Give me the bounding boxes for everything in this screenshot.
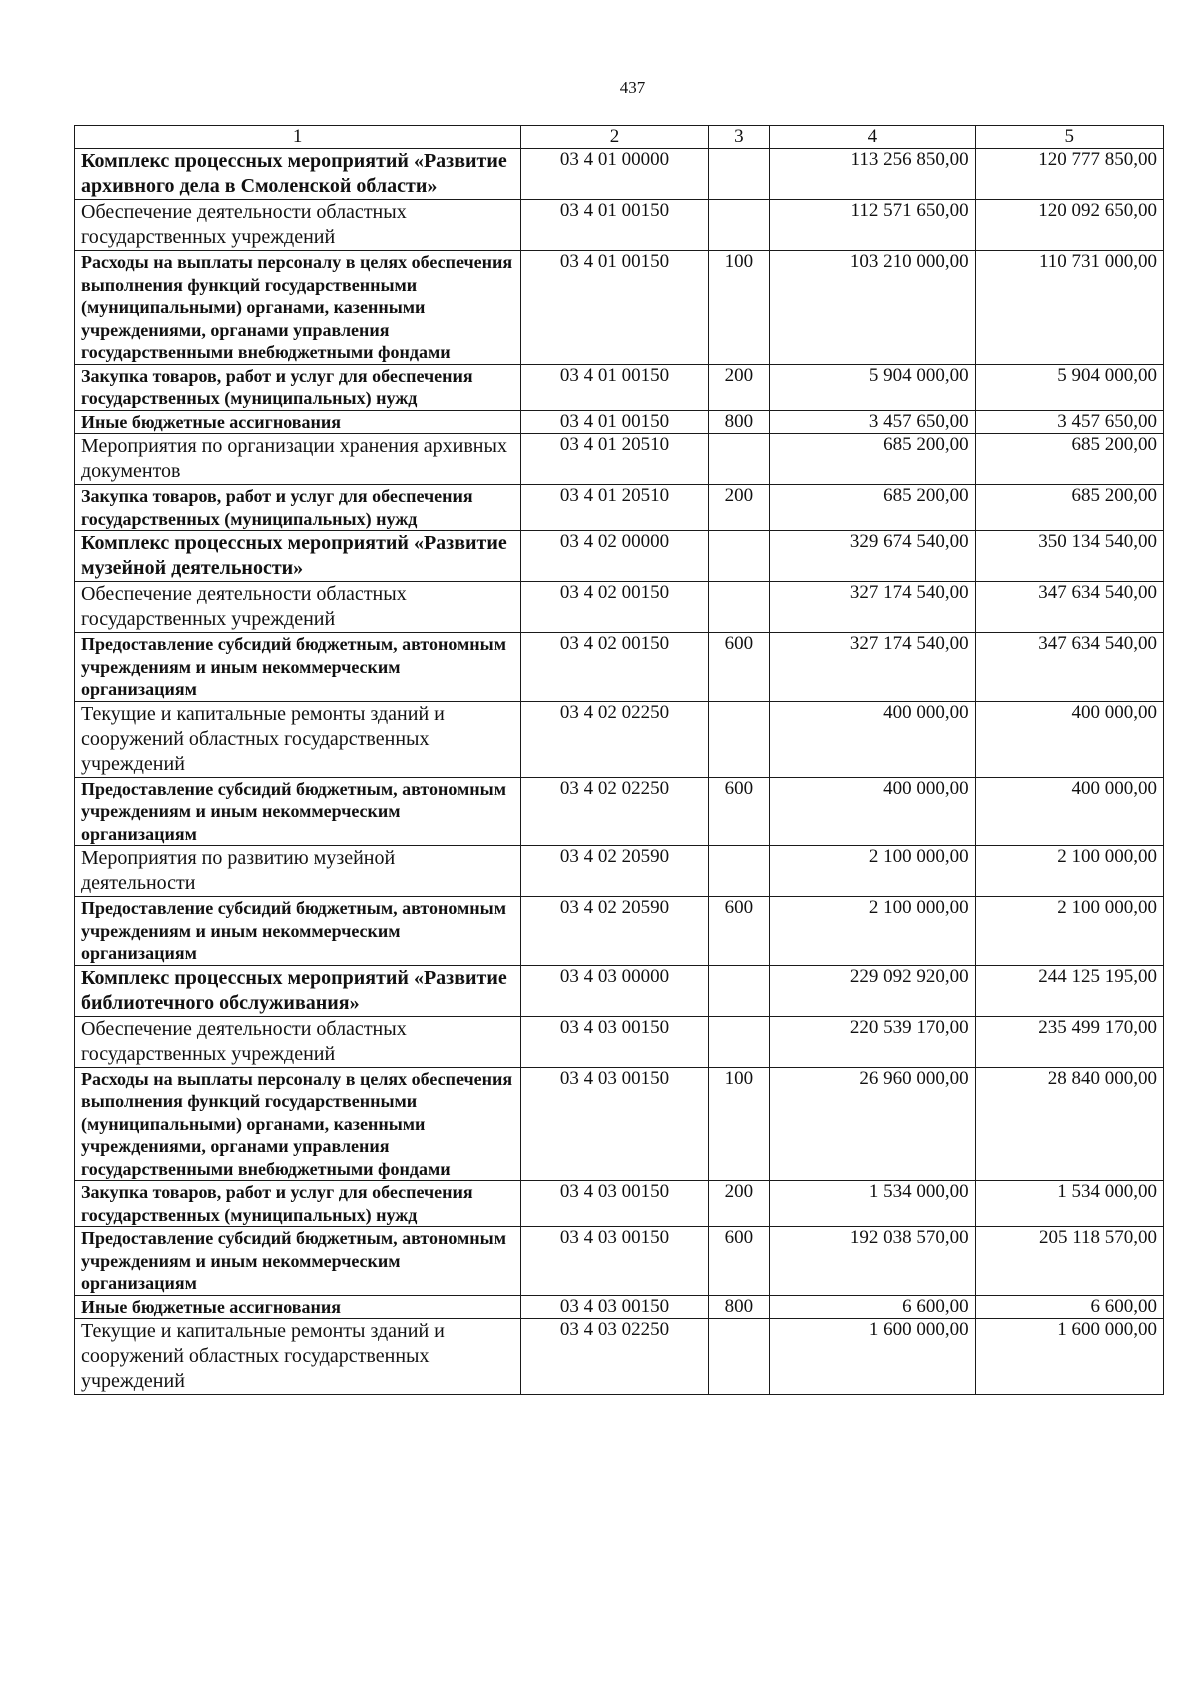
target-code-cell: 03 4 01 00000 [521,149,708,200]
expense-name-cell: Комплекс процессных мероприятий «Развитие библиотечного обслуживания» [75,965,521,1016]
target-code-cell: 03 4 02 20590 [521,897,708,966]
amount-year-1-cell: 685 200,00 [770,434,976,485]
page-number: 437 [619,78,646,97]
amount-year-2-cell: 350 134 540,00 [975,531,1163,582]
amount-year-2-cell: 347 634 540,00 [975,633,1163,702]
amount-year-1-cell: 400 000,00 [770,777,976,846]
expense-type-cell: 200 [708,1181,769,1227]
table-row [75,149,1164,200]
expense-type-cell [708,701,769,777]
table-row [75,1016,1164,1067]
target-code-cell: 03 4 01 20510 [521,485,708,531]
table-row [75,410,1164,434]
table-row [75,531,1164,582]
amount-year-2-cell: 685 200,00 [975,485,1163,531]
table-row [75,1227,1164,1296]
table-row [75,1319,1164,1395]
expense-name-cell: Мероприятия по развитию музейной деятельности [75,846,521,897]
amount-year-1-cell: 327 174 540,00 [770,582,976,633]
expense-name-cell: Текущие и капитальные ремонты зданий и сооружений областных государственных учреждений [75,701,521,777]
expense-name-cell: Закупка товаров, работ и услуг для обеспечения государственных (муниципальных) нужд [75,364,521,410]
amount-year-2-cell: 3 457 650,00 [975,410,1163,434]
table-row [75,633,1164,702]
budget-table [74,125,1164,1395]
expense-type-cell [708,149,769,200]
column-header-3: 3 [708,126,769,149]
expense-name-cell: Предоставление субсидий бюджетным, автономным учреждениям и иным некоммерческим организациям [75,777,521,846]
target-code-cell: 03 4 03 00000 [521,965,708,1016]
target-code-cell: 03 4 03 00150 [521,1016,708,1067]
expense-type-cell [708,965,769,1016]
target-code-cell: 03 4 01 00150 [521,200,708,251]
target-code-cell: 03 4 02 00150 [521,633,708,702]
target-code-cell: 03 4 03 00150 [521,1227,708,1296]
expense-name-cell: Предоставление субсидий бюджетным, автономным учреждениям и иным некоммерческим организациям [75,897,521,966]
amount-year-1-cell: 1 600 000,00 [770,1319,976,1395]
amount-year-2-cell: 235 499 170,00 [975,1016,1163,1067]
table-row [75,251,1164,365]
amount-year-1-cell: 3 457 650,00 [770,410,976,434]
table-row [75,434,1164,485]
expense-name-cell: Мероприятия по организации хранения архивных документов [75,434,521,485]
amount-year-2-cell: 2 100 000,00 [975,846,1163,897]
expense-name-cell: Комплекс процессных мероприятий «Развитие архивного дела в Смоленской области» [75,149,521,200]
amount-year-1-cell: 2 100 000,00 [770,897,976,966]
expense-type-cell: 200 [708,364,769,410]
amount-year-2-cell: 244 125 195,00 [975,965,1163,1016]
amount-year-2-cell: 5 904 000,00 [975,364,1163,410]
expense-type-cell: 200 [708,485,769,531]
target-code-cell: 03 4 03 00150 [521,1181,708,1227]
target-code-cell: 03 4 03 02250 [521,1319,708,1395]
table-row [75,701,1164,777]
table-row [75,846,1164,897]
amount-year-2-cell: 400 000,00 [975,701,1163,777]
amount-year-2-cell: 205 118 570,00 [975,1227,1163,1296]
column-header-5: 5 [975,126,1163,149]
amount-year-1-cell: 327 174 540,00 [770,633,976,702]
column-header-1: 1 [75,126,521,149]
column-header-4: 4 [770,126,976,149]
target-code-cell: 03 4 02 02250 [521,701,708,777]
expense-name-cell: Иные бюджетные ассигнования [75,1295,521,1319]
table-row [75,1181,1164,1227]
amount-year-2-cell: 110 731 000,00 [975,251,1163,365]
target-code-cell: 03 4 02 00150 [521,582,708,633]
target-code-cell: 03 4 01 00150 [521,364,708,410]
expense-type-cell: 600 [708,1227,769,1296]
expense-type-cell: 800 [708,1295,769,1319]
target-code-cell: 03 4 02 00000 [521,531,708,582]
expense-type-cell [708,434,769,485]
expense-type-cell [708,582,769,633]
expense-type-cell: 100 [708,1067,769,1181]
amount-year-1-cell: 400 000,00 [770,701,976,777]
target-code-cell: 03 4 03 00150 [521,1295,708,1319]
expense-name-cell: Предоставление субсидий бюджетным, автономным учреждениям и иным некоммерческим организациям [75,1227,521,1296]
expense-name-cell: Предоставление субсидий бюджетным, автономным учреждениям и иным некоммерческим организациям [75,633,521,702]
table-row [75,364,1164,410]
amount-year-2-cell: 28 840 000,00 [975,1067,1163,1181]
expense-name-cell: Закупка товаров, работ и услуг для обеспечения государственных (муниципальных) нужд [75,485,521,531]
amount-year-1-cell: 6 600,00 [770,1295,976,1319]
expense-name-cell: Закупка товаров, работ и услуг для обеспечения государственных (муниципальных) нужд [75,1181,521,1227]
expense-name-cell: Обеспечение деятельности областных государственных учреждений [75,582,521,633]
expense-type-cell [708,531,769,582]
amount-year-1-cell: 192 038 570,00 [770,1227,976,1296]
table-row [75,582,1164,633]
amount-year-2-cell: 1 600 000,00 [975,1319,1163,1395]
amount-year-1-cell: 103 210 000,00 [770,251,976,365]
expense-name-cell: Обеспечение деятельности областных государственных учреждений [75,200,521,251]
table-header-row [75,126,1164,149]
amount-year-2-cell: 6 600,00 [975,1295,1163,1319]
amount-year-2-cell: 120 777 850,00 [975,149,1163,200]
expense-type-cell [708,1016,769,1067]
target-code-cell: 03 4 02 02250 [521,777,708,846]
table-row [75,1295,1164,1319]
expense-type-cell [708,846,769,897]
target-code-cell: 03 4 02 20590 [521,846,708,897]
amount-year-1-cell: 2 100 000,00 [770,846,976,897]
expense-type-cell: 600 [708,897,769,966]
table-row [75,897,1164,966]
target-code-cell: 03 4 01 00150 [521,410,708,434]
expense-name-cell: Расходы на выплаты персоналу в целях обеспечения выполнения функций государственными (муниципальными) органами, казенными учреждениями, органами управления государственными внебюджетными фондами [75,251,521,365]
expense-name-cell: Иные бюджетные ассигнования [75,410,521,434]
expense-type-cell: 600 [708,633,769,702]
amount-year-2-cell: 347 634 540,00 [975,582,1163,633]
amount-year-1-cell: 220 539 170,00 [770,1016,976,1067]
amount-year-1-cell: 685 200,00 [770,485,976,531]
amount-year-1-cell: 329 674 540,00 [770,531,976,582]
expense-type-cell: 100 [708,251,769,365]
expense-type-cell: 800 [708,410,769,434]
table-row [75,777,1164,846]
expense-name-cell: Комплекс процессных мероприятий «Развитие музейной деятельности» [75,531,521,582]
target-code-cell: 03 4 01 20510 [521,434,708,485]
expense-type-cell [708,200,769,251]
amount-year-2-cell: 2 100 000,00 [975,897,1163,966]
amount-year-1-cell: 229 092 920,00 [770,965,976,1016]
amount-year-2-cell: 685 200,00 [975,434,1163,485]
amount-year-2-cell: 400 000,00 [975,777,1163,846]
table-row [75,485,1164,531]
expense-type-cell [708,1319,769,1395]
column-header-2: 2 [521,126,708,149]
expense-name-cell: Обеспечение деятельности областных государственных учреждений [75,1016,521,1067]
amount-year-1-cell: 1 534 000,00 [770,1181,976,1227]
amount-year-1-cell: 5 904 000,00 [770,364,976,410]
table-row [75,1067,1164,1181]
target-code-cell: 03 4 03 00150 [521,1067,708,1181]
expense-type-cell: 600 [708,777,769,846]
table-row [75,965,1164,1016]
amount-year-2-cell: 120 092 650,00 [975,200,1163,251]
expense-name-cell: Текущие и капитальные ремонты зданий и сооружений областных государственных учреждений [75,1319,521,1395]
amount-year-1-cell: 113 256 850,00 [770,149,976,200]
amount-year-1-cell: 26 960 000,00 [770,1067,976,1181]
amount-year-2-cell: 1 534 000,00 [975,1181,1163,1227]
amount-year-1-cell: 112 571 650,00 [770,200,976,251]
expense-name-cell: Расходы на выплаты персоналу в целях обеспечения выполнения функций государственными (муниципальными) органами, казенными учреждениями, органами управления государственными внебюджетными фондами [75,1067,521,1181]
target-code-cell: 03 4 01 00150 [521,251,708,365]
table-row [75,200,1164,251]
